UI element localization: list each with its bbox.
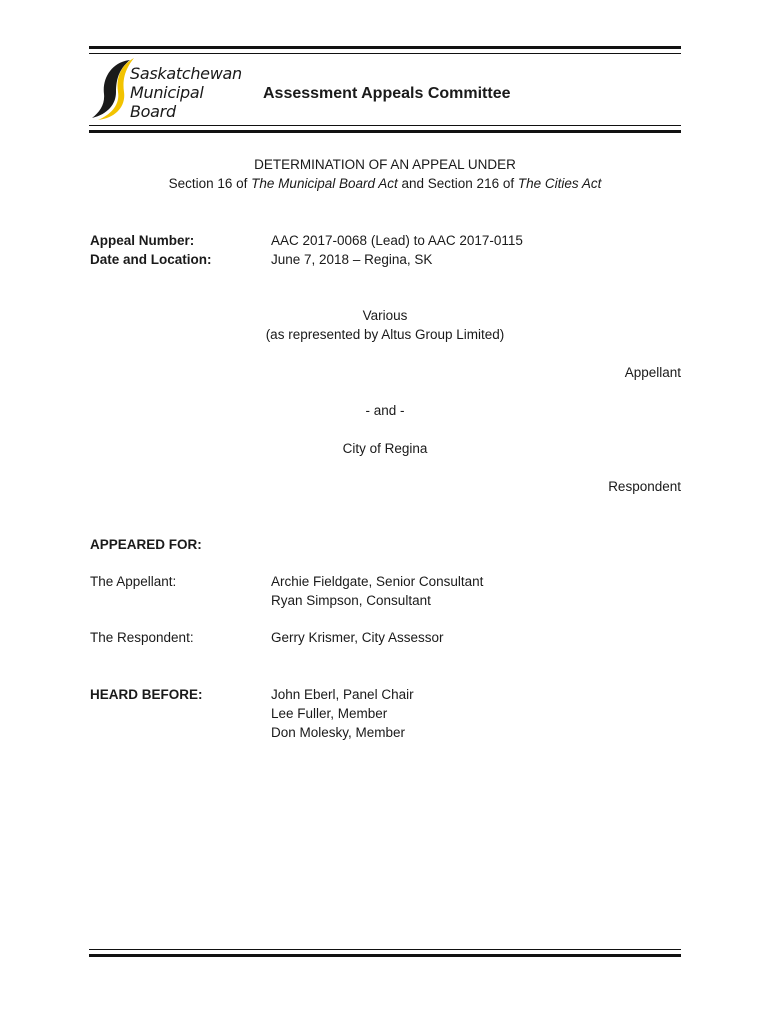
date-location-value: June 7, 2018 – Regina, SK (271, 252, 433, 267)
respondent-role: Respondent (608, 479, 681, 494)
footer-rule-thick (89, 954, 681, 957)
top-rule-thin (89, 53, 681, 54)
subheading-pre: Section 16 of (168, 176, 252, 191)
panel-member-3: Don Molesky, Member (271, 725, 406, 740)
respondent-label: The Respondent: (90, 630, 194, 645)
appellant-person-1: Archie Fieldgate, Senior Consultant (271, 574, 484, 589)
panel-member-1: John Eberl, Panel Chair (271, 687, 414, 702)
header-rule-thick (89, 130, 681, 133)
header-rule-thin (89, 125, 681, 126)
date-location-label: Date and Location: (90, 252, 212, 267)
determination-heading: DETERMINATION OF AN APPEAL UNDER (254, 157, 516, 172)
municipal-board-act: The Municipal Board Act (251, 176, 398, 191)
heard-before-heading: HEARD BEFORE: (90, 687, 203, 702)
subheading-mid: and Section 216 of (397, 176, 518, 191)
footer-rule-thin (89, 949, 681, 950)
page-title: Assessment Appeals Committee (263, 85, 511, 102)
logo-text (130, 64, 242, 121)
panel-member-2: Lee Fuller, Member (271, 706, 388, 721)
respondent-name: City of Regina (342, 441, 428, 456)
logo-line-3: Board (130, 102, 176, 121)
appeal-number-value: AAC 2017-0068 (Lead) to AAC 2017-0115 (271, 233, 523, 248)
respondent-person-1: Gerry Krismer, City Assessor (271, 630, 444, 645)
appeal-number-label: Appeal Number: (90, 233, 195, 248)
appellant-person-2: Ryan Simpson, Consultant (271, 593, 431, 608)
appellant-label: The Appellant: (90, 574, 177, 589)
top-rule-thick (89, 46, 681, 49)
appellant-name: Various (362, 308, 408, 323)
logo-line-1: Saskatchewan (130, 64, 242, 83)
smb-logo (90, 56, 255, 122)
appellant-role: Appellant (624, 365, 681, 380)
appellant-representative: (as represented by Altus Group Limited) (265, 327, 505, 342)
and-separator: - and - (365, 403, 405, 418)
determination-subheading (0, 174, 770, 193)
logo-line-2: Municipal (130, 83, 204, 102)
cities-act: The Cities Act (517, 176, 602, 191)
appeared-for-heading: APPEARED FOR: (90, 537, 202, 552)
